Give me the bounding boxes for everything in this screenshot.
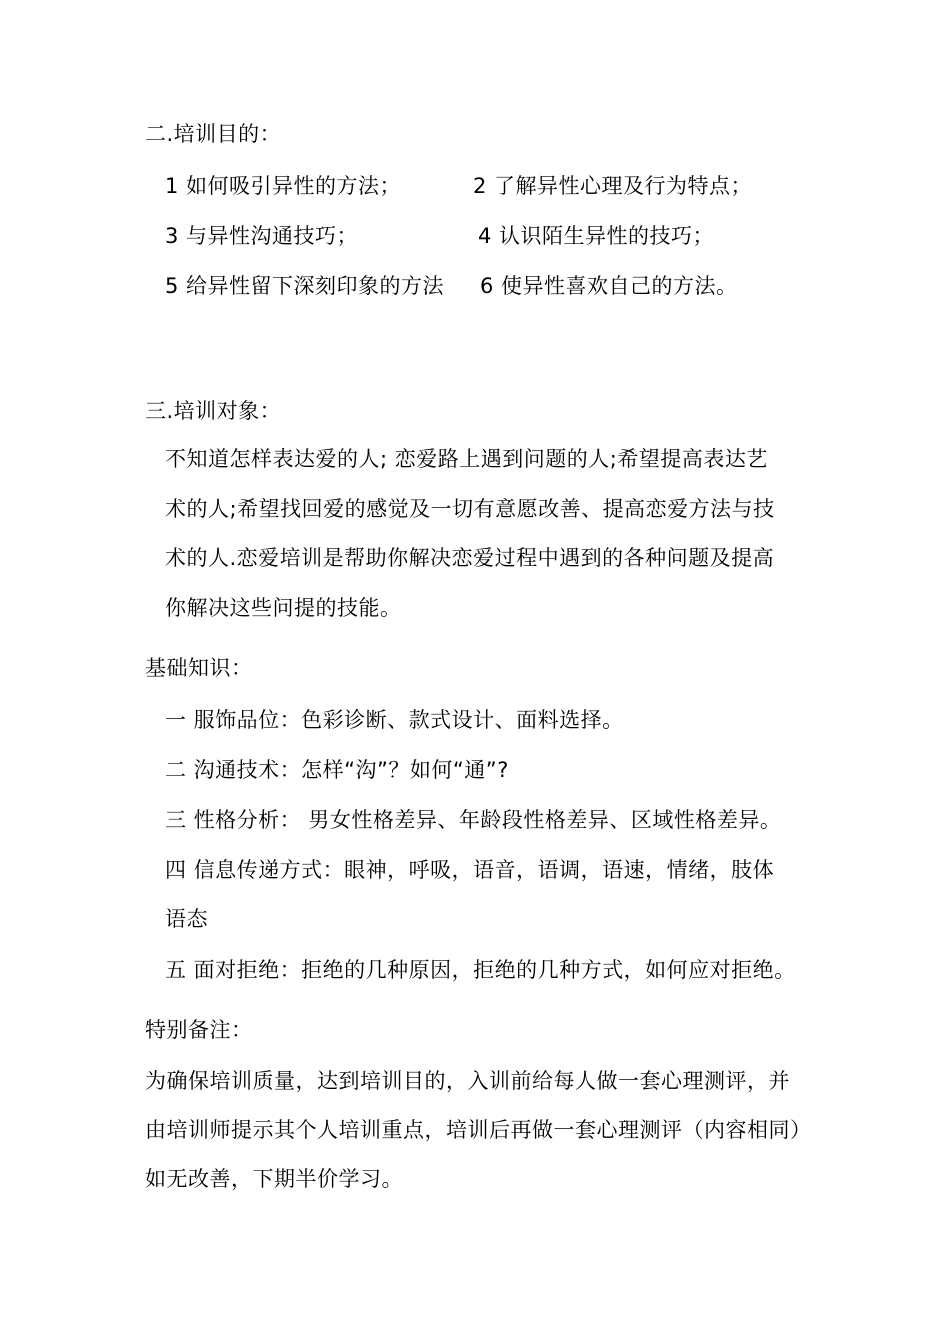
basics-line: 一 服饰品位：色彩诊断、款式设计、面料选择。 — [165, 708, 624, 732]
goal-item: 3 与异性沟通技巧； — [165, 224, 359, 248]
goal-item: 6 使异性喜欢自己的方法。 — [480, 274, 738, 298]
notes-line: 如无改善，下期半价学习。 — [145, 1167, 403, 1191]
notes-line: 由培训师提示其个人培训重点，培训后再做一套心理测评（内容相同） — [145, 1118, 812, 1142]
notes-line: 为确保培训质量，达到培训目的，入训前给每人做一套心理测评，并 — [145, 1069, 790, 1093]
basics-line: 五 面对拒绝：拒绝的几种原因，拒绝的几种方式，如何应对拒绝。 — [165, 958, 796, 982]
audience-line: 术的人.恋爱培训是帮助你解决恋爱过程中遇到的各种问题及提高 — [165, 546, 775, 570]
audience-line: 术的人;希望找回爱的感觉及一切有意愿改善、提高恋爱方法与技 — [165, 497, 775, 521]
section3-heading: 三.培训对象： — [145, 399, 282, 423]
audience-line: 不知道怎样表达爱的人; 恋爱路上遇到问题的人;希望提高表达艺 — [165, 447, 768, 471]
basics-line: 三 性格分析： 男女性格差异、年龄段性格差异、区域性格差异。 — [165, 808, 782, 832]
goal-item: 5 给异性留下深刻印象的方法 — [165, 274, 445, 298]
audience-line: 你解决这些问提的技能。 — [165, 596, 402, 620]
basics-line: 二 沟通技术：怎样“沟”？如何“通”? — [165, 758, 509, 782]
basics-line: 四 信息传递方式：眼神，呼吸，语音，语调，语速，情绪，肢体 — [165, 858, 775, 882]
basics-line: 语态 — [165, 907, 208, 931]
goal-item: 4 认识陌生异性的技巧； — [478, 224, 715, 248]
goal-item: 1 如何吸引异性的方法； — [165, 174, 402, 198]
notes-heading: 特别备注： — [145, 1018, 253, 1042]
section2-heading: 二.培训目的： — [145, 122, 282, 146]
basics-heading: 基础知识： — [145, 656, 253, 680]
goal-item: 2 了解异性心理及行为特点； — [473, 174, 753, 198]
